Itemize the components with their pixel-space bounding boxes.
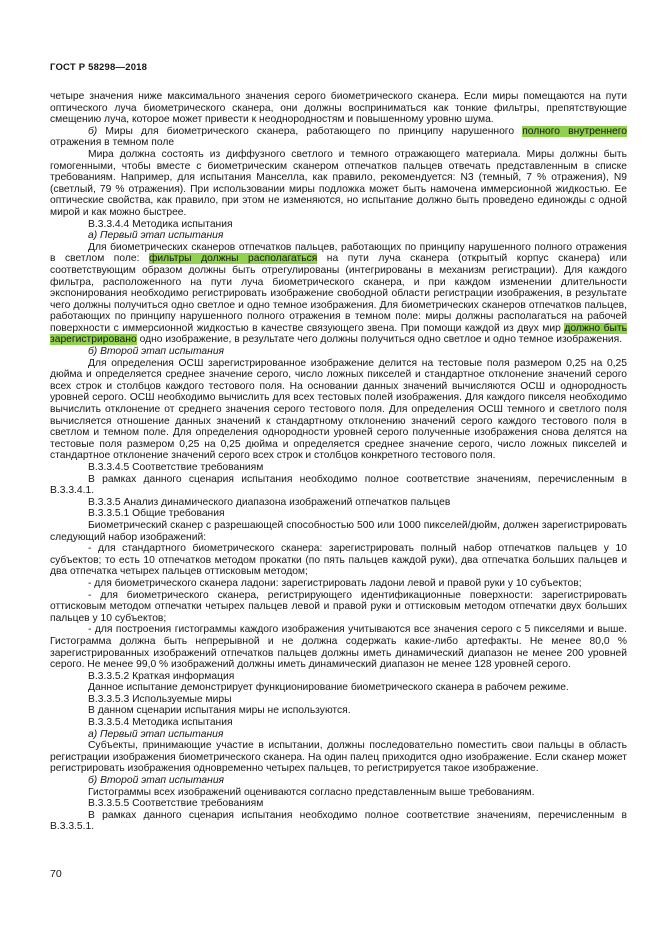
paragraph: Для определения ОСШ зарегистрированное изображение делится на тестовые поля размером 0,25 на 0,25 дюйма и определяется среднее значение серого, число ложных пикселей и стандартное отклонение значений серого всех строк и столбцов каждого тестового поля. На основании данных значений вычисляются ОСШ и однородность уровней серого. ОСШ необходимо вычислить для всех тестовых полей изображения. Для каждого пикселя необходимо вычислить отклонение от среднего значения серого тестового поля. Для определения ОСШ темного и светлого поля вычисляется отношение данных значений к стандартному отклонению значений серого каждого тестового поля в светлом и темном поле. Для определения однородности уровней серого полученные изображения снова делятся на тестовые поля размером 0,25 на 0,25 дюйма и определяется среднее значение серого, число ложных пикселей и стандартное отклонение значений серого всех строк и столбцов конкретного тестового поля. (50, 357, 627, 462)
highlighted-text: фильтры должны располагаться (148, 253, 318, 265)
stage-label: б) Второй этап испытания (88, 775, 225, 787)
clause-heading: В.3.3.5.4 Методика испытания (88, 717, 233, 729)
paragraph: Гистограммы всех изображений оцениваются согласно представленным выше требованиям. (88, 786, 535, 798)
paragraph: Данное испытание демонстрирует функционирование биометрического сканера в рабочем режиме. (88, 682, 569, 694)
clause-heading: В.3.3.4.5 Соответствие требованиям (88, 462, 264, 473)
highlighted-text: должно быть зарегистрировано (50, 322, 627, 346)
paragraph: Биометрический сканер с разрешающей способностью 500 или 1000 пикселей/дюйм, должен зарегистрировать следующий набор изображений: (50, 519, 627, 543)
clause-heading: В.3.3.5.1 Общие требования (88, 508, 225, 520)
stage-label: б) Второй этап испытания (88, 346, 225, 358)
clause-heading: В.3.3.5.2 Краткая информация (88, 670, 235, 682)
stage-label: а) Первый этап испытания (88, 230, 224, 242)
clause-heading: В.3.3.5.5 Соответствие требованиям (88, 798, 264, 810)
list-item: - для биометрического сканера, регистрирующего идентификационные поверхности: зарегистрировать оттисковым методом отпечатки четырех пальцев левой и правой руки и оттисковым методом отпечатки двух больших пальцев у 10 субъектов; (50, 589, 627, 624)
paragraph-continuation: четыре значения ниже максимального значения серого биометрического сканера. Если миры помещаются на пути оптического луча биометрического сканера, они должны восприниматься как тонкие фильтры, препятствующие смещению луча, которое может привести к неоднородностям и повышенному уровню шума. (50, 91, 627, 126)
paragraph: Субъекты, принимающие участие в испытании, должны последовательно поместить свои пальцы в область регистрации изображения биометрического сканера. На один палец приходится одно изображение. Если сканер может регистрировать изображения одновременно четырех пальцев, то регистрируется такое изображение. (50, 740, 627, 775)
stage-label: а) Первый этап испытания (88, 728, 224, 740)
document-header: ГОСТ Р 58298—2018 (50, 62, 148, 73)
paragraph: В данном сценарии испытания миры не используются. (88, 705, 351, 717)
list-item: - для построения гистограммы каждого изображения учитываются все значения серого с 5 пикселями и выше. Гистограмма должна быть непрерывной и не должна содержать какие-либо артефакты. Не менее 80,0 % зарегистрированных изображений отпечатков пальцев должны иметь динамический диапазон не менее 200 уровней серого. Не менее 99,0 % изображений должны иметь динамический диапазон не менее 128 уровней серого. (50, 624, 627, 671)
paragraph: Мира должна состоять из диффузного светлого и темного отражающего материала. Миры должны быть гомогенными, чтобы вместе с биометрическим сканером отпечатков пальцев отвечать представленным в списке требованиям. Например, для испытания Манселла, как правило, рекомендуется: N3 (темный, 7 % отражения), N9 (светлый, 79 % отражения). При использовании миры подложка может быть намочена иммерсионной жидкостью. Ее оптические свойства, как правило, при этом не изменяются, но испытание должно быть проведено единожды с одной мирой и как можно быстрее. (50, 148, 627, 218)
page-number: 70 (50, 868, 62, 880)
list-item: б) Миры для биометрического сканера, работающего по принципу нарушенного полного внутреннего отражения в темном поле (50, 125, 627, 149)
list-item: - для стандартного биометрического сканера: зарегистрировать полный набор отпечатков пальцев у 10 субъектов; то есть 10 отпечатков методом прокатки (по пять пальцев каждой руки), два отпечатка больших пальцев и два отпечатка четырех пальцев оттисковым методом; (50, 543, 627, 578)
paragraph: В рамках данного сценария испытания необходимо полное соответствие значениям, перечисленным в В.3.3.4.1. (50, 473, 627, 497)
list-item: - для биометрического сканера ладони: зарегистрировать ладони левой и правой руки у 10 субъектов; (88, 577, 582, 589)
clause-heading: В.3.3.5 Анализ динамического диапазона изображений отпечатков пальцев (88, 496, 451, 508)
clause-heading: В.3.3.4.4 Методика испытания (88, 218, 233, 230)
clause-heading: В.3.3.5.3 Используемые миры (88, 693, 232, 705)
highlighted-text: полного внутреннего (522, 125, 627, 137)
document-body (50, 91, 627, 833)
paragraph: В рамках данного сценария испытания необходимо полное соответствие значениям, перечисленным в В.3.3.5.1. (50, 809, 627, 833)
paragraph: Для биометрических сканеров отпечатков пальцев, работающих по принципу нарушенного полного отражения в светлом поле: фильтры должны располагаться на пути луча сканера (открытый корпус сканера) или соответствующим образом должны быть отрегулированы (интегрированы в механизм регистрации). Для каждого фильтра, расположенного на пути луча биометрического сканера, и при каждом изменении длительности экспонирования необходимо регистрировать изображение свободной области регистрации изображения, в результате чего должны получиться одно светлое и одно темное изображения. Для биометрических сканеров отпечатков пальцев, работающих по принципу нарушенного полного отражения в темном поле: миры должны располагаться на рабочей поверхности с иммерсионной жидкостью в качестве связующего звена. При помощи каждой из двух мир должно быть зарегистрировано одно изображение, в результате чего должны получиться одно светлое и одно темное изображения. (50, 241, 627, 346)
